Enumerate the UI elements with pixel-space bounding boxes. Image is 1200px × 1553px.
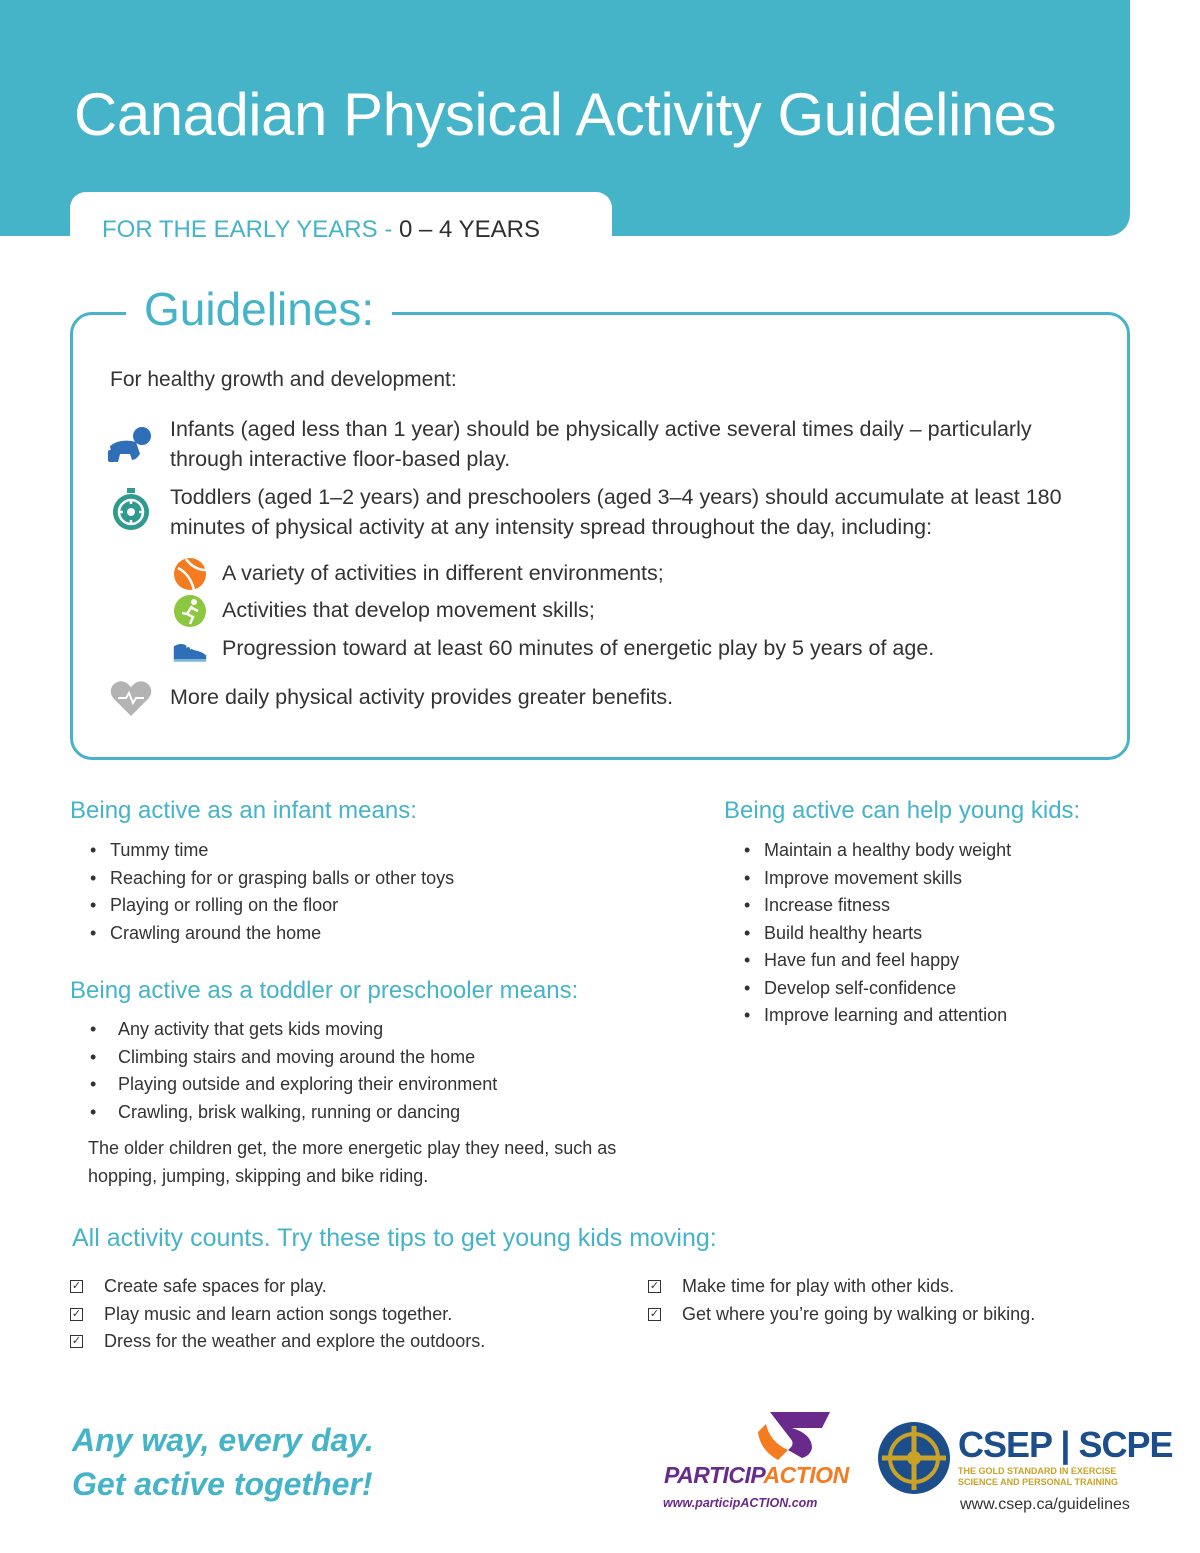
running-figure-icon	[172, 593, 208, 629]
csep-url[interactable]: www.csep.ca/guidelines	[960, 1496, 1130, 1513]
sneaker-icon	[172, 632, 208, 668]
toddler-section-heading: Being active as a toddler or preschooler means:	[70, 977, 579, 1004]
csep-tagline-2: SCIENCE AND PERSONAL TRAINING	[958, 1477, 1119, 1487]
guidelines-intro: For healthy growth and development:	[110, 368, 457, 391]
list-item: • Have fun and feel happy	[742, 947, 1011, 975]
pa-word-part1: PARTICIP	[664, 1462, 764, 1488]
list-item: • Improve learning and attention	[742, 1002, 1011, 1030]
checkbox-icon: ✓	[71, 1335, 82, 1347]
list-item: • Playing outside and exploring their environment	[88, 1071, 497, 1099]
participaction-wordmark	[664, 1462, 849, 1489]
list-item: • Tummy time	[88, 837, 454, 865]
list-item: • Crawling around the home	[88, 920, 454, 948]
list-item: • Increase fitness	[742, 892, 1011, 920]
tip-item	[70, 1273, 485, 1301]
slogan	[72, 1418, 374, 1506]
checkbox-icon: ✓	[649, 1280, 660, 1292]
csep-seal-icon	[876, 1420, 952, 1496]
csep-wordmark: CSEP | SCPE	[958, 1424, 1173, 1465]
tip-text: Dress for the weather and explore the outdoors.	[104, 1331, 486, 1351]
tip-item	[648, 1301, 1035, 1329]
ball-icon	[172, 556, 208, 592]
tips-list-right	[648, 1273, 1035, 1328]
tips-list-left	[70, 1273, 485, 1356]
heart-icon	[108, 676, 154, 722]
slogan-line-2: Get active together!	[72, 1466, 373, 1502]
tip-text: Get where you’re going by walking or biking.	[682, 1303, 1036, 1324]
tip-item	[70, 1301, 485, 1329]
age-prefix: FOR THE EARLY YEARS -	[102, 216, 399, 243]
guidelines-title: Guidelines:	[126, 282, 392, 336]
tip-text: Play music and learn action songs together.	[104, 1303, 453, 1324]
sub-item-movement-skills: Activities that develop movement skills;	[222, 598, 595, 622]
list-item: • Develop self-confidence	[742, 975, 1011, 1003]
list-item: • Reaching for or grasping balls or other toys	[88, 865, 454, 893]
crawling-baby-icon	[106, 424, 152, 470]
benefits-section-heading: Being active can help young kids:	[724, 797, 1081, 824]
older-children-note: The older children get, the more energetic play they need, such as hopping, jumping, skipping and bike riding.	[88, 1138, 617, 1186]
toddler-list	[88, 1016, 497, 1126]
tip-item	[648, 1273, 1035, 1301]
list-item: • Improve movement skills	[742, 865, 1011, 893]
infant-section-heading: Being active as an infant means:	[70, 797, 417, 824]
list-item: • Climbing stairs and moving around the home	[88, 1044, 497, 1072]
tips-heading: All activity counts. Try these tips to get young kids moving:	[72, 1224, 717, 1252]
infant-list	[88, 837, 454, 947]
age-range: 0 – 4 YEARS	[398, 216, 540, 243]
checkbox-icon: ✓	[649, 1307, 660, 1320]
participaction-url[interactable]: www.participACTION.com	[663, 1496, 818, 1510]
stopwatch-icon	[108, 486, 154, 532]
page-title: Canadian Physical Activity Guidelines	[74, 81, 1057, 148]
pa-word-part2: ACTION	[763, 1462, 849, 1488]
list-item: • Playing or rolling on the floor	[88, 892, 454, 920]
guideline-infants: Infants (aged less than 1 year) should be physically active several times daily – particularly through interactive floor-based play.	[170, 417, 1032, 471]
checkbox-icon: ✓	[71, 1307, 82, 1320]
benefits-list	[742, 837, 1011, 1030]
tip-text: Create safe spaces for play.	[104, 1276, 327, 1296]
age-subtitle	[102, 216, 540, 244]
list-item: • Maintain a healthy body weight	[742, 837, 1011, 865]
guideline-toddlers: Toddlers (aged 1–2 years) and preschoolers (aged 3–4 years) should accumulate at least 180 minutes of physical activity at any intensity spread throughout the day, including:	[170, 485, 1062, 539]
csep-tagline	[958, 1466, 1118, 1488]
list-item: • Any activity that gets kids moving	[88, 1016, 497, 1044]
list-item: • Build healthy hearts	[742, 920, 1011, 948]
csep-tagline-1: THE GOLD STANDARD IN EXERCISE	[958, 1466, 1117, 1476]
tip-item	[70, 1328, 485, 1356]
tip-text: Make time for play with other kids.	[682, 1276, 955, 1296]
list-item: • Crawling, brisk walking, running or dancing	[88, 1099, 497, 1127]
age-tab	[70, 192, 612, 250]
checkbox-icon: ✓	[71, 1280, 82, 1292]
sub-item-energetic-play: Progression toward at least 60 minutes of energetic play by 5 years of age.	[222, 636, 935, 660]
slogan-line-1: Any way, every day.	[72, 1422, 374, 1458]
sub-item-variety: A variety of activities in different environments;	[222, 561, 664, 585]
guideline-more-activity: More daily physical activity provides greater benefits.	[170, 685, 674, 709]
